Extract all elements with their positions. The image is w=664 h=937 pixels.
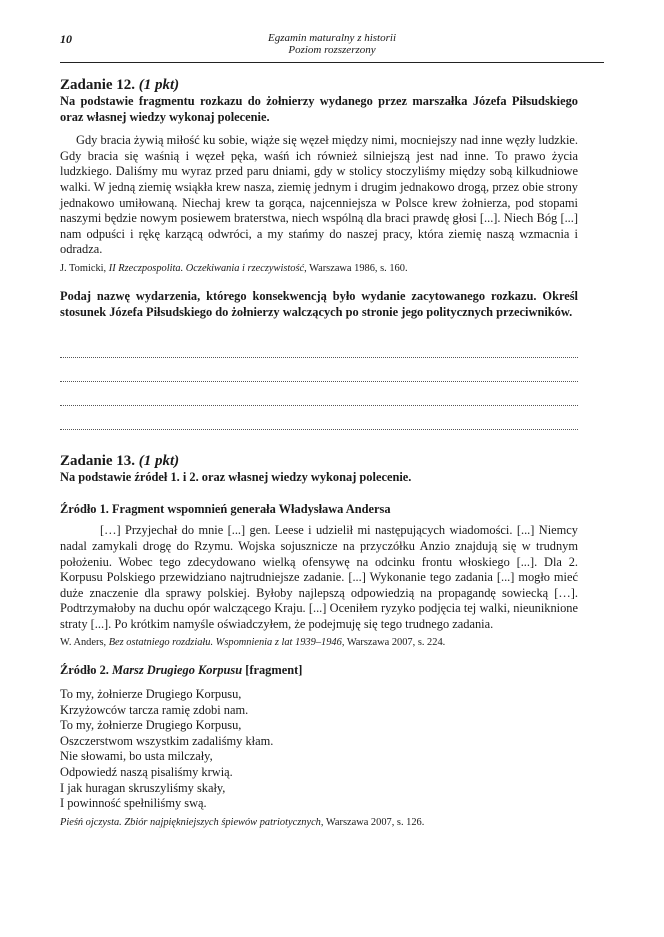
task-title-text: Zadanie 13.	[60, 453, 136, 470]
task-12-source-text: Gdy bracia żywią miłość ku sobie, wiąże się węzeł między nimi, mocniejszy nad inne węzły ludzkie. Gdy bracia się waśnią i węzeł pęka, waśń ich również silniejszą jest nad inne. To prawo życia ludzkiego. Daliśmy mu wyraz przed paru dniami, gdy w stolicy stoczyliśmy między sobą kilkudniowe walki. W jedną ziemię wsiąkła krew nasza, ziemię jednym i drugim jednakowo drogą, przez obie strony jednakowo umiłowaną. Niechaj krew ta gorąca, najcenniejsza w Polsce krew żołnierza, pod stopami naszymi będzie nowym posiewem braterstwa, niech wspólną dla braci prawdę głosi [...]. Niech Bóg [...] nam odpuści i rękę karzącą odwróci, a my stańmy do naszej pracy, która ziemię naszą wzmacnia i odradza.	[60, 133, 578, 257]
source-label: Źródło 2.	[60, 663, 112, 678]
source-title: Marsz Drugiego Korpusu	[111, 663, 243, 678]
answer-area[interactable]	[60, 334, 578, 430]
answer-line[interactable]	[60, 334, 578, 358]
exam-header-title	[60, 32, 604, 56]
lyric-line: To my, żołnierze Drugiego Korpusu,	[60, 718, 242, 733]
task-12-question: Podaj nazwę wydarzenia, którego konsekwencją było wydanie zacytowanego rozkazu. Określ stosunek Józefa Piłsudskiego do żołnierzy walczących po stronie jego politycznych przeciwników.	[60, 288, 578, 319]
exam-title: Egzamin maturalny z historii	[267, 32, 397, 44]
task-points: (1 pkt)	[138, 77, 180, 93]
lyric-line: Krzyżowców tarcza ramię zdobi nam.	[60, 702, 249, 717]
answer-line[interactable]	[60, 406, 578, 430]
lyric-line: Odpowiedź naszą pisaliśmy krwią.	[60, 765, 233, 780]
lyric-line: To my, żołnierze Drugiego Korpusu,	[60, 687, 242, 702]
page-header	[60, 30, 604, 63]
citation-author: W. Anders,	[60, 637, 109, 649]
song-lyrics	[60, 687, 578, 812]
source-1-citation	[60, 636, 578, 649]
citation-details: , Warszawa 1986, s. 160.	[304, 262, 408, 274]
lyric-line: I powinność spełniliśmy swą.	[60, 796, 207, 811]
page-number: 10	[60, 32, 72, 46]
answer-line[interactable]	[60, 382, 578, 406]
answer-line[interactable]	[60, 358, 578, 382]
task-12-citation	[60, 262, 578, 275]
citation-author: J. Tomicki,	[60, 262, 109, 274]
source-2-citation	[60, 816, 578, 829]
page-content	[60, 76, 578, 829]
citation-title: Pieśń ojczysta. Zbiór najpiękniejszych śpiewów patriotycznych	[60, 816, 321, 828]
citation-title: Bez ostatniego rozdziału. Wspomnienia z lat 1939–1946	[108, 637, 342, 649]
citation-details: , Warszawa 2007, s. 224.	[341, 637, 446, 649]
task-points: (1 pkt)	[138, 453, 180, 470]
task-13-title	[60, 452, 578, 470]
source-1-text: […] Przyjechał do mnie [...] gen. Leese i udzielił mi następujących wiadomości. [...] Niemcy nadal zamykali drogę do Rzymu. Wojska sojusznicze na przyczółku Anzio znajdują się w trudnym położeniu. Wobec tego zdecydowano wielką ofensywę na odcinku frontu włoskiego [...]. Dla 2. Korpusu Polskiego przewidziano najtrudniejsze zadanie. [...] Wykonanie tego zadania [...] mogło mieć duże znaczenie dla sprawy polskiej. Byłoby najlepszą odpowiedzią na propagandę sowiecką […]. Podtrzymałoby na duchu opór walczącego Kraju. [...] Oceniłem ryzyko podjęcia tej walki, nieuniknione straty [...]. Po krótkim namyśle oświadczyłem, że podejmuję się tego trudnego zadania.	[60, 523, 578, 631]
lyric-line: Nie słowami, bo usta milczały,	[60, 749, 213, 764]
source-2-heading	[60, 663, 578, 679]
task-13-instruction: Na podstawie źródeł 1. i 2. oraz własnej wiedzy wykonaj polecenie.	[60, 470, 412, 485]
citation-details: , Warszawa 2007, s. 126.	[320, 816, 425, 828]
lyric-line: I jak huragan skruszyliśmy skały,	[60, 780, 226, 795]
task-title-text: Zadanie 12.	[60, 77, 136, 93]
lyric-line: Oszczerstwom wszystkim zadaliśmy kłam.	[60, 733, 274, 748]
task-12-instruction: Na podstawie fragmentu rozkazu do żołnierzy wydanego przez marszałka Józefa Piłsudskiego oraz własnej wiedzy wykonaj polecenie.	[60, 94, 578, 124]
source-1-heading: Źródło 1. Fragment wspomnień generała Władysława Andersa	[60, 501, 391, 516]
exam-level: Poziom rozszerzony	[288, 44, 376, 56]
citation-title: II Rzeczpospolita. Oczekiwania i rzeczywistość	[108, 262, 305, 274]
source-suffix: [fragment]	[242, 663, 303, 678]
task-12-title	[60, 76, 578, 94]
